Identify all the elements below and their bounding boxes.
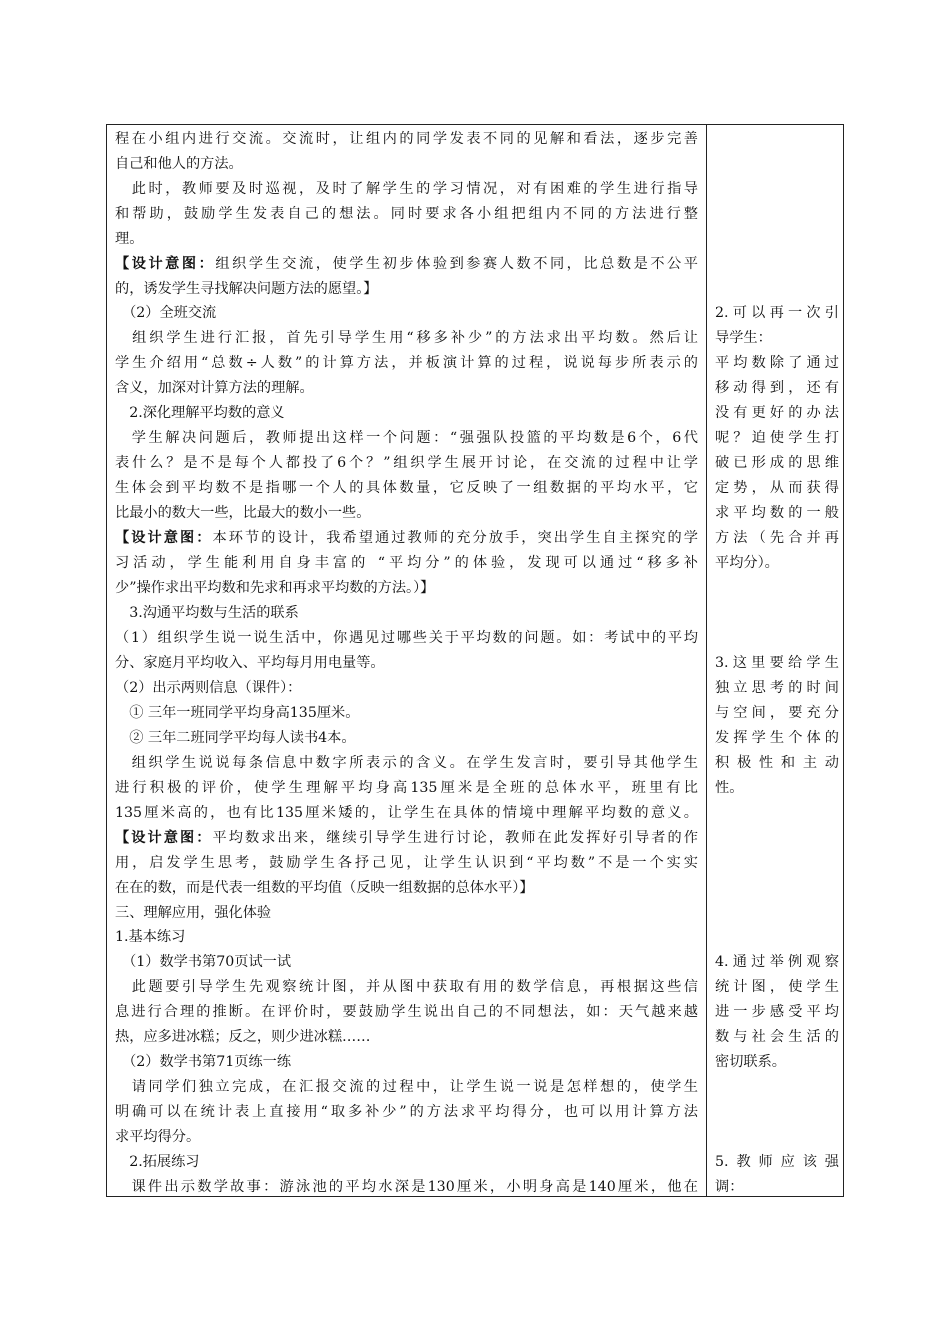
design-intent-line: 的，诱发学生寻找解决问题方法的愿望。】 xyxy=(115,281,378,297)
main-line: 此时，教师要及时巡视，及时了解学生的学习情况，对有困难的学生进行指导 xyxy=(115,181,698,197)
note-line: 平均分）。 xyxy=(715,555,779,571)
main-line: 含义，加深对计算方法的理解。 xyxy=(115,380,314,396)
main-line: （2）数学书第71页练一练 xyxy=(115,1054,292,1070)
note-line: 进一步感受平均 xyxy=(715,1004,839,1020)
main-line: 此题要引导学生先观察统计图，并从图中获取有用的数学信息，再根据这些信 xyxy=(115,979,698,995)
note-line: 调： xyxy=(715,1179,744,1195)
main-line: 组织学生说说每条信息中数字所表示的含义。在学生发言时，要引导其他学生 xyxy=(115,755,698,771)
note-line: 发挥学生个体的 xyxy=(715,730,839,746)
note-line: 求平均数的一般 xyxy=(715,505,839,521)
main-line: 请同学们独立完成，在汇报交流的过程中，让学生说一说是怎样想的，使学生 xyxy=(115,1079,698,1095)
note-line: 统计图，使学生 xyxy=(715,979,839,995)
column-divider xyxy=(706,125,707,1196)
section-heading: 2.拓展练习 xyxy=(115,1154,200,1170)
note-line: 破已形成的思维 xyxy=(715,455,839,471)
note-line: 导学生： xyxy=(715,330,772,346)
design-intent-line: 习活动，学生能利用自身丰富的 “平均分”的体验，发现可以通过“移多补 xyxy=(115,555,698,571)
main-line: （1）数学书第70页试一试 xyxy=(115,954,292,970)
main-line: 明确可以在统计表上直接用“取多补少”的方法求平均得分，也可以用计算方法 xyxy=(115,1104,698,1120)
section-heading: 2.深化理解平均数的意义 xyxy=(115,405,285,421)
design-intent-label: 【设计意图： xyxy=(115,830,213,846)
note-line: 呢？迫使学生打 xyxy=(715,430,839,446)
main-line: （2）全班交流 xyxy=(115,305,217,321)
note-line: 2.可以再一次引 xyxy=(715,305,839,321)
lesson-plan-table xyxy=(106,124,844,1197)
note-line: 平均数除了通过 xyxy=(715,355,839,371)
design-intent-line: 用，启发学生思考，鼓励学生各抒己见，让学生认识到“平均数”不是一个实实 xyxy=(115,855,698,871)
main-line: 生体会到平均数不是指哪一个人的具体数量，它反映了一组数据的平均水平，它 xyxy=(115,480,698,496)
section-heading: 1.基本练习 xyxy=(115,929,186,945)
main-line: 理。 xyxy=(115,231,144,247)
note-line: 3.这里要给学生 xyxy=(715,655,839,671)
section-heading: 三、理解应用，强化体验 xyxy=(115,905,272,921)
main-line: 自己和他人的方法。 xyxy=(115,156,243,172)
design-intent-line: 少”操作求出平均数和先求和再求平均数的方法。）】 xyxy=(115,580,435,596)
note-line: 密切联系。 xyxy=(715,1054,786,1070)
main-line: 课件出示数学故事：游泳池的平均水深是130厘米，小明身高是140厘米，他在 xyxy=(115,1179,698,1195)
main-line: ② 三年二班同学平均每人读书4本。 xyxy=(115,730,356,746)
main-line: 分、家庭月平均收入、平均每月用电量等。 xyxy=(115,655,385,671)
note-line: 与空间，要充分 xyxy=(715,705,839,721)
main-line: 求平均得分。 xyxy=(115,1129,201,1145)
main-line: 比最小的数大一些，比最大的数小一些。 xyxy=(115,505,371,521)
main-line: 组织学生进行汇报，首先引导学生用“移多补少”的方法求出平均数。然后让 xyxy=(115,330,698,346)
note-line: 积极性和主动 xyxy=(715,755,839,771)
design-intent-line: 【设计意图：本环节的设计，我希望通过教师的充分放手，突出学生自主探究的学 xyxy=(115,530,698,546)
main-line: 程在小组内进行交流。交流时，让组内的同学发表不同的见解和看法，逐步完善 xyxy=(115,131,698,147)
main-line: （2）出示两则信息（课件）： xyxy=(115,680,302,696)
note-line: 移动得到，还有 xyxy=(715,380,839,396)
main-line: 表什么？是不是每个人都投了6个？”组织学生展开讨论，在交流的过程中让学 xyxy=(115,455,698,471)
note-line: 性。 xyxy=(715,780,744,796)
design-intent-line: 【设计意图：平均数求出来，继续引导学生进行讨论，教师在此发挥好引导者的作 xyxy=(115,830,698,846)
note-line: 没有更好的办法 xyxy=(715,405,839,421)
main-line: 息进行合理的推断。在评价时，要鼓励学生说出自己的不同想法，如：天气越来越 xyxy=(115,1004,698,1020)
main-line: 和帮助，鼓励学生发表自己的想法。同时要求各小组把组内不同的方法进行整 xyxy=(115,206,698,222)
main-line: ① 三年一班同学平均身高135厘米。 xyxy=(115,705,360,721)
note-line: 4.通过举例观察 xyxy=(715,954,839,970)
main-line: 135厘米高的，也有比135厘米矮的，让学生在具体的情境中理解平均数的意义。 xyxy=(115,805,698,821)
note-line: 独立思考的时间 xyxy=(715,680,839,696)
main-line: （1）组织学生说一说生活中，你遇见过哪些关于平均数的问题。如：考试中的平均 xyxy=(115,630,698,646)
main-line: 进行积极的评价，使学生理解平均身高135厘米是全班的总体水平，班里有比 xyxy=(115,780,698,796)
main-line: 热，应多进冰糕；反之，则少进冰糕…… xyxy=(115,1029,371,1045)
section-heading: 3.沟通平均数与生活的联系 xyxy=(115,605,299,621)
note-line: 方法（先合并再 xyxy=(715,530,839,546)
main-line: 学生介绍用“总数÷人数”的计算方法，并板演计算的过程，说说每步所表示的 xyxy=(115,355,698,371)
design-intent-label: 【设计意图： xyxy=(115,256,216,272)
note-line: 数与社会生活的 xyxy=(715,1029,839,1045)
note-line: 定势，从而获得 xyxy=(715,480,839,496)
design-intent-line: 【设计意图：组织学生交流，使学生初步体验到参赛人数不同，比总数是不公平 xyxy=(115,256,698,272)
note-line: 5.教师应该强 xyxy=(715,1154,839,1170)
main-line: 学生解决问题后，教师提出这样一个问题：“强强队投篮的平均数是6个，6代 xyxy=(115,430,698,446)
design-intent-line: 在在的数，而是代表一组数的平均值（反映一组数据的总体水平）】 xyxy=(115,880,534,896)
design-intent-label: 【设计意图： xyxy=(115,530,213,546)
